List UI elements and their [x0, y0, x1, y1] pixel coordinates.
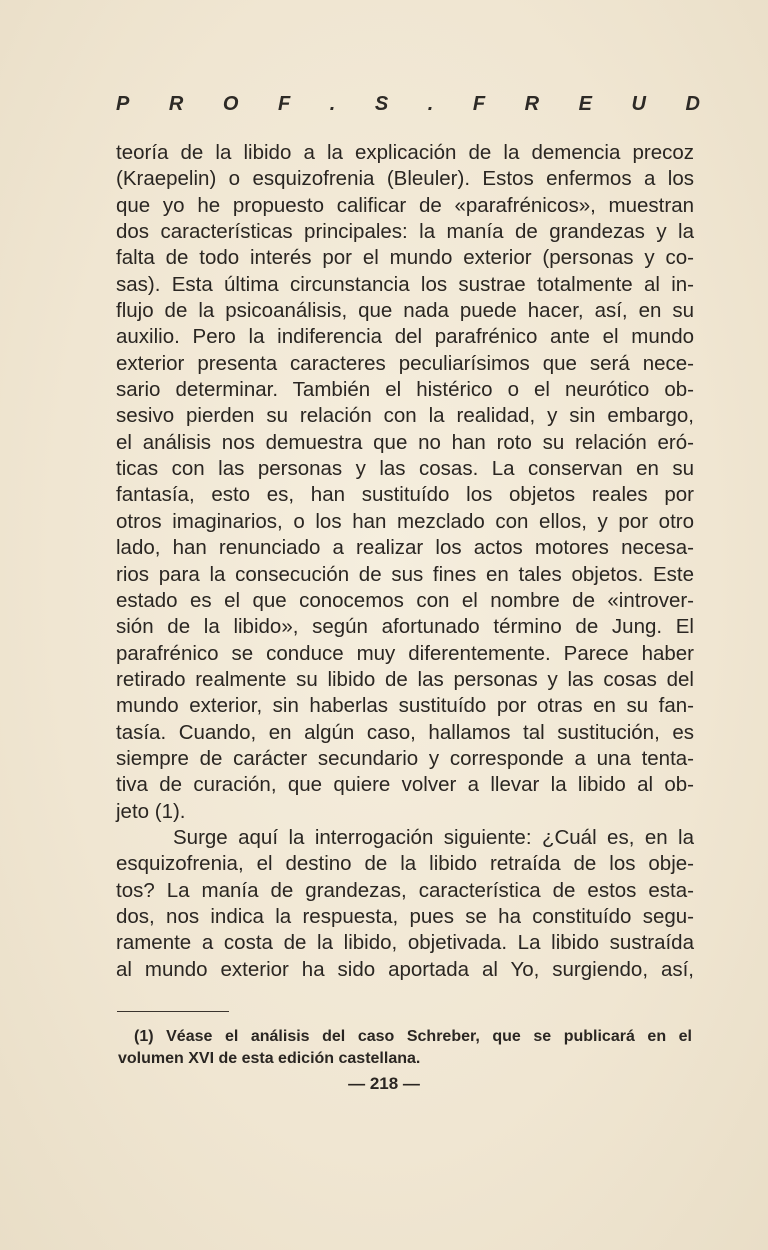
header-letter: F: [472, 93, 486, 115]
body-text: [116, 140, 694, 983]
text-line: tasía. Cuando, en algún caso, hallamos tal sustitución, es: [116, 720, 694, 744]
header-letter: S: [374, 93, 389, 115]
text-line: siempre de carácter secundario y corresponde a una tenta-: [116, 746, 694, 770]
text-line: teoría de la libido a la explicación de la demencia precoz: [116, 141, 694, 164]
header-letter: R: [524, 93, 540, 115]
text-line: lado, han renunciado a realizar los actos motores necesa-: [116, 536, 694, 560]
text-line: sión de la libido», según afortunado término de Jung. El: [116, 615, 694, 639]
footnote-divider: [117, 1011, 229, 1012]
text-line: sas). Esta última circunstancia los sustrae totalmente al in-: [116, 272, 694, 296]
page-number: — 218 —: [348, 1074, 420, 1093]
header-letter: .: [329, 93, 336, 115]
text-line: retirado realmente su libido de las personas y las cosas del: [116, 667, 694, 691]
footnote: [118, 1026, 692, 1070]
text-line: estado es el que conocemos con el nombre de «introver-: [116, 588, 694, 612]
header-letter: F: [278, 93, 291, 115]
header-letter: D: [685, 93, 700, 115]
footnote-line: (1) Véase el análisis del caso Schreber, que se publicará en el: [134, 1028, 692, 1045]
text-line: fantasía, esto es, han sustituído los objetos reales por: [116, 483, 694, 507]
header-letter: .: [427, 93, 434, 115]
header-letter: E: [578, 93, 592, 115]
text-line: jeto (1).: [116, 799, 186, 823]
text-line: al mundo exterior ha sido aportada al Yo, surgiendo, así,: [116, 957, 694, 981]
text-line: ramente a costa de la libido, objetivada. La libido sustraída: [116, 931, 694, 955]
header-letter: P: [116, 93, 130, 115]
text-line: dos, nos indica la respuesta, pues se ha constituído segu-: [116, 904, 694, 928]
text-line: sesivo pierden su relación con la realidad, y sin embargo,: [116, 404, 694, 428]
text-line: el análisis nos demuestra que no han roto su relación eró-: [116, 430, 694, 454]
text-line: tos? La manía de grandezas, característica de estos esta-: [116, 878, 694, 902]
header-letter: O: [222, 93, 239, 115]
text-line: sario determinar. También el histérico o el neurótico ob-: [116, 378, 694, 402]
text-line: auxilio. Pero la indiferencia del parafrénico ante el mundo: [116, 325, 694, 349]
footnote-line: volumen XVI de esta edición castellana.: [118, 1050, 421, 1067]
text-line: falta de todo interés por el mundo exterior (personas y co-: [116, 246, 694, 270]
text-line: exterior presenta caracteres peculiarísimos que será nece-: [116, 351, 694, 375]
text-line: esquizofrenia, el destino de la libido retraída de los obje-: [116, 852, 694, 876]
header-letter: R: [168, 93, 184, 115]
text-line: flujo de la psicoanálisis, que nada puede hacer, así, en su: [116, 299, 694, 323]
running-header: [116, 93, 700, 116]
text-line: dos características principales: la manía de grandezas y la: [116, 220, 694, 244]
text-line: tiva de curación, que quiere volver a llevar la libido al ob-: [116, 773, 694, 797]
text-line: rios para la consecución de sus fines en tales objetos. Este: [116, 562, 694, 586]
text-line: que yo he propuesto calificar de «parafrénicos», muestran: [116, 193, 694, 217]
text-line: parafrénico se conduce muy diferentemente. Parece haber: [116, 641, 694, 665]
text-line: mundo exterior, sin haberlas sustituído por otras en su fan-: [116, 694, 694, 718]
text-line: otros imaginarios, o los han mezclado con ellos, y por otro: [116, 509, 694, 533]
text-line: ticas con las personas y las cosas. La conservan en su: [116, 457, 694, 481]
text-line: (Kraepelin) o esquizofrenia (Bleuler). Estos enfermos a los: [116, 167, 694, 191]
header-letter: U: [631, 93, 646, 115]
text-line: Surge aquí la interrogación siguiente: ¿Cuál es, en la: [173, 825, 694, 849]
